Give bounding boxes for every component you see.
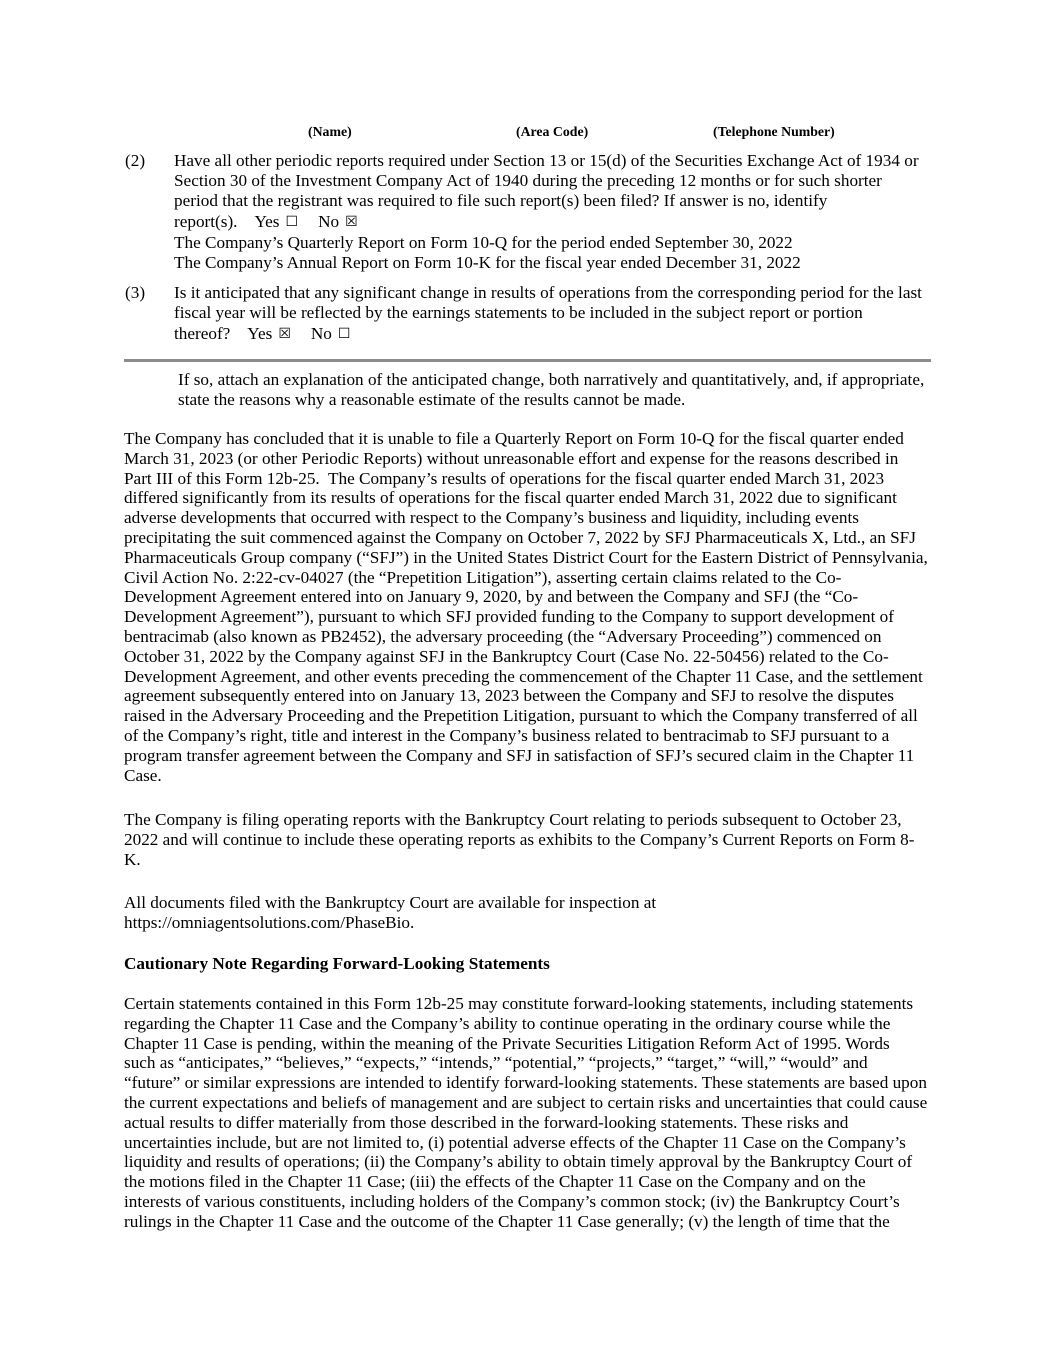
explanation-instruction [178, 370, 924, 410]
paragraph-line: such as “anticipates,” “believes,” “expects,” “intends,” “potential,” “projects,” “target,” “will,” “would” and [124, 1053, 868, 1073]
instruction-line: If so, attach an explanation of the anticipated change, both narratively and quantitatively, and, if appropriate, [178, 370, 925, 389]
item-3-yes-checkbox: ☒ [278, 326, 291, 342]
item-2-answer-label: report(s). [174, 212, 238, 231]
name-label: (Name) [308, 124, 352, 139]
paragraph-line: the current expectations and beliefs of management and are subject to certain risks and uncertainties that could cause [124, 1092, 928, 1112]
paragraph-line: bentracimab (also known as PB2452), the adversary proceeding (the “Adversary Proceeding”) commenced on [124, 626, 882, 646]
item-3-answer-label: thereof? [174, 324, 231, 343]
section-divider [124, 359, 931, 362]
paragraph-line: differed significantly from its results of operations for the fiscal quarter ended March 31, 2022 due to significant [124, 488, 897, 508]
paragraph-line: Development Agreement”), pursuant to which SFJ provided funding to the Company to support development of [124, 607, 894, 627]
area-code-label: (Area Code) [516, 124, 589, 139]
paragraph-line: All documents filed with the Bankruptcy Court are available for inspection at [124, 893, 657, 912]
paragraph-line: liquidity and results of operations; (ii) the Company’s ability to obtain timely approval by the Bankruptcy Court of [124, 1152, 913, 1172]
item-2-line: Have all other periodic reports required under Section 13 or 15(d) of the Securities Exchange Act of 1934 or [174, 151, 919, 170]
item-2-no-label: No [318, 212, 340, 231]
paragraph-line: Certain statements contained in this Form 12b-25 may constitute forward-looking statements, including statements [124, 994, 914, 1013]
item-2-yes-checkbox: ☐ [285, 214, 299, 230]
instruction-line: state the reasons why a reasonable estimate of the results cannot be made. [178, 390, 686, 409]
paragraph-line: K. [124, 849, 141, 869]
narrative-paragraph-3 [124, 893, 656, 933]
paragraph-line: agreement subsequently entered into on January 13, 2023 between the Company and SFJ to resolve the disputes [124, 686, 894, 706]
paragraph-line: Development Agreement, and other events preceding the commencement of the Chapter 11 Case, and the settlement [124, 666, 923, 686]
paragraph-line: program transfer agreement between the Company and SFJ in satisfaction of SFJ’s secured claim in the Chapter 11 [124, 745, 915, 765]
item-3-line: fiscal year will be reflected by the earnings statements to be included in the subject report or portion [174, 303, 863, 322]
item-2-yes-label: Yes [254, 212, 280, 231]
item-2-line: period that the registrant was required to file such report(s) been filed? If answer is no, identify [174, 191, 828, 210]
item-2-report-line: The Company’s Quarterly Report on Form 10-Q for the period ended September 30, 2022 [174, 233, 793, 252]
item-3-no-checkbox: ☐ [337, 326, 351, 342]
paragraph-line: March 31, 2023 (or other Periodic Reports) without unreasonable effort and expense for the reasons described in [124, 448, 899, 468]
paragraph-line: raised in the Adversary Proceeding and the Prepetition Litigation, pursuant to which the Company transferred of all [124, 706, 918, 726]
paragraph-line: of the Company’s right, title and interest in the Company’s business related to bentracimab to SFJ pursuant to a [124, 725, 890, 745]
item-2-no-checkbox: ☒ [345, 214, 358, 230]
paragraph-line: precipitating the suit commenced against the Company on October 7, 2022 by SFJ Pharmaceuticals X, Ltd., an SFJ [124, 527, 916, 547]
paragraph-line: regarding the Chapter 11 Case and the Company’s ability to continue operating in the ordinary course while the [124, 1013, 891, 1033]
item-3-answer [174, 323, 922, 345]
paragraph-line: Civil Action No. 2:22-cv-04027 (the “Prepetition Litigation”), asserting certain claims related to the Co- [124, 567, 842, 587]
paragraph-line: Chapter 11 Case is pending, within the meaning of the Private Securities Litigation Reform Act of 1995. Words [124, 1033, 890, 1053]
paragraph-line: Development Agreement entered into on January 9, 2020, by and between the Company and SFJ (the “Co- [124, 587, 859, 607]
paragraph-line: October 31, 2022 by the Company against SFJ in the Bankruptcy Court (Case No. 22-50456) related to the Co- [124, 646, 889, 666]
paragraph-line: actual results to differ materially from those described in the forward-looking statements. These risks and [124, 1112, 849, 1132]
paragraph-line: The Company is filing operating reports with the Bankruptcy Court relating to periods subsequent to October 23, [124, 810, 902, 829]
item-3-line: Is it anticipated that any significant change in results of operations from the corresponding period for the last [174, 283, 922, 302]
item-3-yes-label: Yes [247, 324, 273, 343]
item-2-report-line: The Company’s Annual Report on Form 10-K for the fiscal year ended December 31, 2022 [174, 253, 801, 272]
item-3-no-label: No [310, 324, 332, 343]
narrative-paragraph-2 [124, 810, 915, 869]
paragraph-line: Pharmaceuticals Group company (“SFJ”) in the United States District Court for the Eastern District of Pennsylvania, [124, 547, 928, 567]
paragraph-line: Part III of this Form 12b-25. The Company’s results of operations for the fiscal quarter ended March 31, 2023 [124, 468, 885, 488]
document-url: https://omniagentsolutions.com/PhaseBio. [124, 912, 415, 932]
paragraph-line: 2022 and will continue to include these operating reports as exhibits to the Company’s Current Reports on Form 8- [124, 829, 915, 849]
narrative-paragraph-1 [124, 429, 928, 785]
paragraph-line: the motions filed in the Chapter 11 Case; (iii) the effects of the Chapter 11 Case on the Company and on the [124, 1172, 866, 1192]
item-3-text [174, 283, 922, 345]
cautionary-note-paragraph [124, 994, 927, 1232]
telephone-number-label: (Telephone Number) [713, 124, 835, 139]
item-2-answer [174, 211, 919, 233]
item-2-line: Section 30 of the Investment Company Act of 1940 during the preceding 12 months or for such shorter [174, 171, 882, 190]
paragraph-line: uncertainties include, but are not limited to, (i) potential adverse effects of the Chapter 11 Case on the Company’s [124, 1132, 906, 1152]
paragraph-line: adverse developments that occurred with respect to the Company’s business and liquidity, including events [124, 508, 859, 528]
paragraph-line: “future” or similar expressions are intended to identify forward-looking statements. These statements are based upon [124, 1073, 927, 1093]
cautionary-note-heading: Cautionary Note Regarding Forward-Looking Statements [124, 954, 550, 973]
item-2-number: (2) [125, 151, 146, 170]
paragraph-line: The Company has concluded that it is unable to file a Quarterly Report on Form 10-Q for the fiscal quarter ended [124, 429, 904, 448]
paragraph-line: rulings in the Chapter 11 Case and the outcome of the Chapter 11 Case generally; (v) the length of time that the [124, 1211, 890, 1231]
item-2-text [174, 151, 919, 273]
paragraph-line: interests of various constituents, including holders of the Company’s common stock; (iv) the Bankruptcy Court’s [124, 1191, 900, 1211]
item-3-number: (3) [125, 283, 146, 302]
paragraph-line: Case. [124, 765, 162, 785]
